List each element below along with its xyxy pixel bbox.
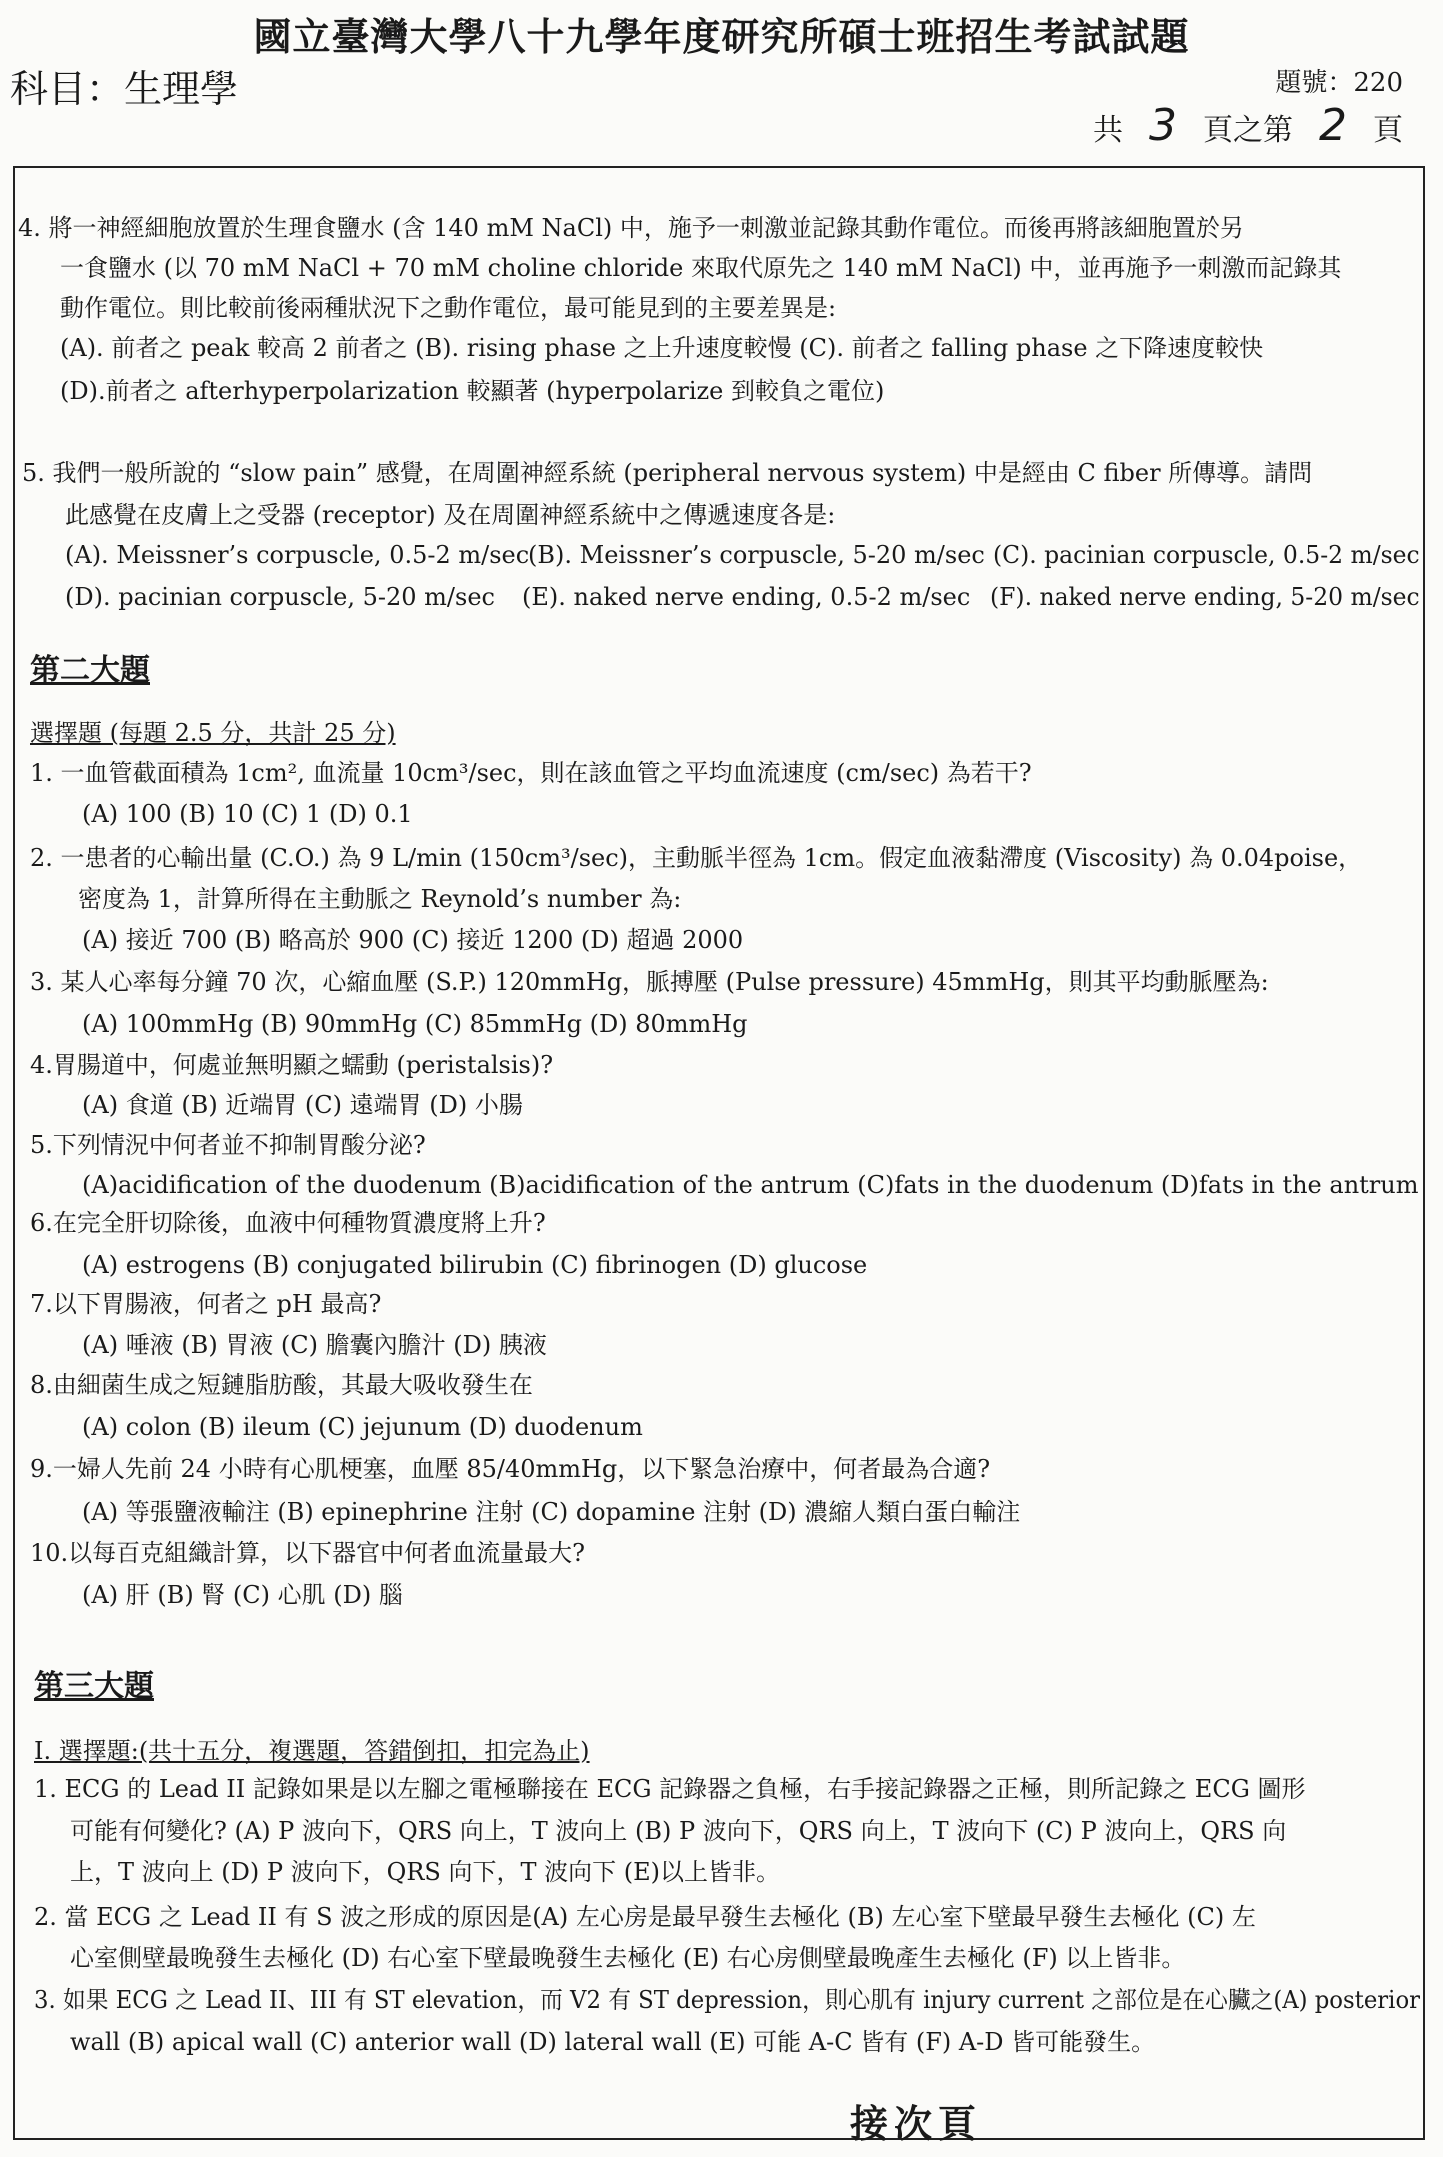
- question-line: (A) 100mmHg (B) 90mmHg (C) 85mmHg (D) 80mmHg: [82, 1010, 748, 1038]
- question-line: wall (B) apical wall (C) anterior wall (D) lateral wall (E) 可能 A-C 皆有 (F) A-D 皆可能發生。: [70, 2028, 1156, 2056]
- question-line: 4.胃腸道中，何處並無明顯之蠕動 (peristalsis)?: [30, 1051, 554, 1079]
- question-line: (A). Meissner’s corpuscle, 0.5-2 m/sec: [65, 541, 530, 569]
- question-line: 上，T 波向上 (D) P 波向下，QRS 向下，T 波向下 (E)以上皆非。: [70, 1858, 780, 1886]
- page-middle: 頁之第: [1203, 113, 1293, 148]
- next-page-note: 接次頁: [850, 2101, 983, 2146]
- page-total: 3: [1149, 100, 1177, 151]
- question-line: (A) 肝 (B) 腎 (C) 心肌 (D) 腦: [82, 1581, 403, 1609]
- section-heading: 第二大題: [30, 653, 150, 688]
- question-line: (A)acidification of the duodenum (B)acidification of the antrum (C)fats in the duodenum (D)fats in the antrum: [82, 1171, 1419, 1199]
- subject-label: 科目：生理學: [10, 67, 239, 111]
- question-line: 1. ECG 的 Lead II 記錄如果是以左腳之電極聯接在 ECG 記錄器之負極，右手接記錄器之正極，則所記錄之 ECG 圖形: [34, 1775, 1306, 1803]
- question-line: 密度為 1，計算所得在主動脈之 Reynold’s number 為:: [78, 885, 682, 913]
- question-line: 一食鹽水 (以 70 mM NaCl + 70 mM choline chloride 來取代原先之 140 mM NaCl) 中，並再施予一刺激而記錄其: [60, 254, 1342, 282]
- question-line: (D). pacinian corpuscle, 5-20 m/sec: [65, 583, 495, 611]
- question-line: 可能有何變化? (A) P 波向下，QRS 向上，T 波向上 (B) P 波向下，QRS 向上，T 波向下 (C) P 波向上，QRS 向: [70, 1817, 1287, 1845]
- question-line: 7.以下胃腸液，何者之 pH 最高?: [30, 1290, 382, 1318]
- section-instructions: I. 選擇題:(共十五分，複選題，答錯倒扣，扣完為止): [34, 1737, 590, 1765]
- question-line: 2. 當 ECG 之 Lead II 有 S 波之形成的原因是(A) 左心房是最早發生去極化 (B) 左心室下壁最早發生去極化 (C) 左: [34, 1903, 1256, 1931]
- question-line: (A). 前者之 peak 較高 2 前者之 (B). rising phase 之上升速度較慢 (C). 前者之 falling phase 之下降速度較快: [60, 334, 1264, 362]
- question-line: (B). Meissner’s corpuscle, 5-20 m/sec: [528, 541, 985, 569]
- question-line: (A) 唾液 (B) 胃液 (C) 膽囊內膽汁 (D) 胰液: [82, 1331, 547, 1359]
- question-line: 8.由細菌生成之短鏈脂肪酸，其最大吸收發生在: [30, 1371, 533, 1399]
- question-line: 2. 一患者的心輸出量 (C.O.) 為 9 L/min (150cm³/sec)，主動脈半徑為 1cm。假定血液黏滯度 (Viscosity) 為 0.04poise，: [30, 844, 1363, 872]
- question-line: 此感覺在皮膚上之受器 (receptor) 及在周圍神經系統中之傳遞速度各是:: [65, 501, 836, 529]
- question-line: (A) 等張鹽液輸注 (B) epinephrine 注射 (C) dopamine 注射 (D) 濃縮人類白蛋白輸注: [82, 1498, 1021, 1526]
- question-line: 心室側壁最晚發生去極化 (D) 右心室下壁最晚發生去極化 (E) 右心房側壁最晚產生去極化 (F) 以上皆非。: [70, 1944, 1186, 1972]
- page-indicator: [1093, 100, 1403, 151]
- question-line: (C). pacinian corpuscle, 0.5-2 m/sec: [993, 541, 1420, 569]
- page-suffix: 頁: [1373, 113, 1403, 148]
- section-heading: 第三大題: [34, 1669, 154, 1704]
- question-line: (D).前者之 afterhyperpolarization 較顯著 (hyperpolarize 到較負之電位): [60, 377, 885, 405]
- exam-title: 國立臺灣大學八十九學年度研究所碩士班招生考試試題: [253, 14, 1190, 59]
- question-line: 3. 如果 ECG 之 Lead II、III 有 ST elevation，而 V2 有 ST depression，則心肌有 injury current 之部位是在心臟之(A) posterior: [34, 1986, 1421, 2014]
- question-line: (A) estrogens (B) conjugated bilirubin (C) fibrinogen (D) glucose: [82, 1251, 868, 1279]
- question-line: 5.下列情況中何者並不抑制胃酸分泌?: [30, 1131, 426, 1159]
- section-instructions: 選擇題 (每題 2.5 分，共計 25 分): [30, 719, 396, 747]
- question-line: 3. 某人心率每分鐘 70 次，心縮血壓 (S.P.) 120mmHg，脈搏壓 (Pulse pressure) 45mmHg，則其平均動脈壓為:: [30, 968, 1269, 996]
- page-prefix: 共: [1093, 113, 1123, 148]
- question-line: (F). naked nerve ending, 5-20 m/sec: [990, 583, 1420, 611]
- question-line: (E). naked nerve ending, 0.5-2 m/sec: [522, 583, 971, 611]
- question-line: 動作電位。則比較前後兩種狀況下之動作電位，最可能見到的主要差異是:: [60, 294, 837, 322]
- question-number: 題號：220: [1275, 68, 1403, 98]
- page-current: 2: [1319, 100, 1347, 151]
- question-line: (A) colon (B) ileum (C) jejunum (D) duodenum: [82, 1413, 643, 1441]
- question-line: 10.以每百克組織計算，以下器官中何者血流量最大?: [30, 1539, 586, 1567]
- question-line: 5. 我們一般所說的 “slow pain” 感覺，在周圍神經系統 (peripheral nervous system) 中是經由 C fiber 所傳導。請問: [22, 459, 1313, 487]
- question-line: (A) 接近 700 (B) 略高於 900 (C) 接近 1200 (D) 超過 2000: [82, 926, 744, 954]
- question-line: 1. 一血管截面積為 1cm², 血流量 10cm³/sec，則在該血管之平均血流速度 (cm/sec) 為若干?: [30, 759, 1032, 787]
- question-line: (A) 100 (B) 10 (C) 1 (D) 0.1: [82, 800, 413, 828]
- question-line: 4. 將一神經細胞放置於生理食鹽水 (含 140 mM NaCl) 中，施予一刺激並記錄其動作電位。而後再將該細胞置於另: [18, 214, 1244, 242]
- question-line: 9.一婦人先前 24 小時有心肌梗塞，血壓 85/40mmHg，以下緊急治療中，何者最為合適?: [30, 1455, 991, 1483]
- question-line: 6.在完全肝切除後，血液中何種物質濃度將上升?: [30, 1209, 546, 1237]
- question-line: (A) 食道 (B) 近端胃 (C) 遠端胃 (D) 小腸: [82, 1091, 523, 1119]
